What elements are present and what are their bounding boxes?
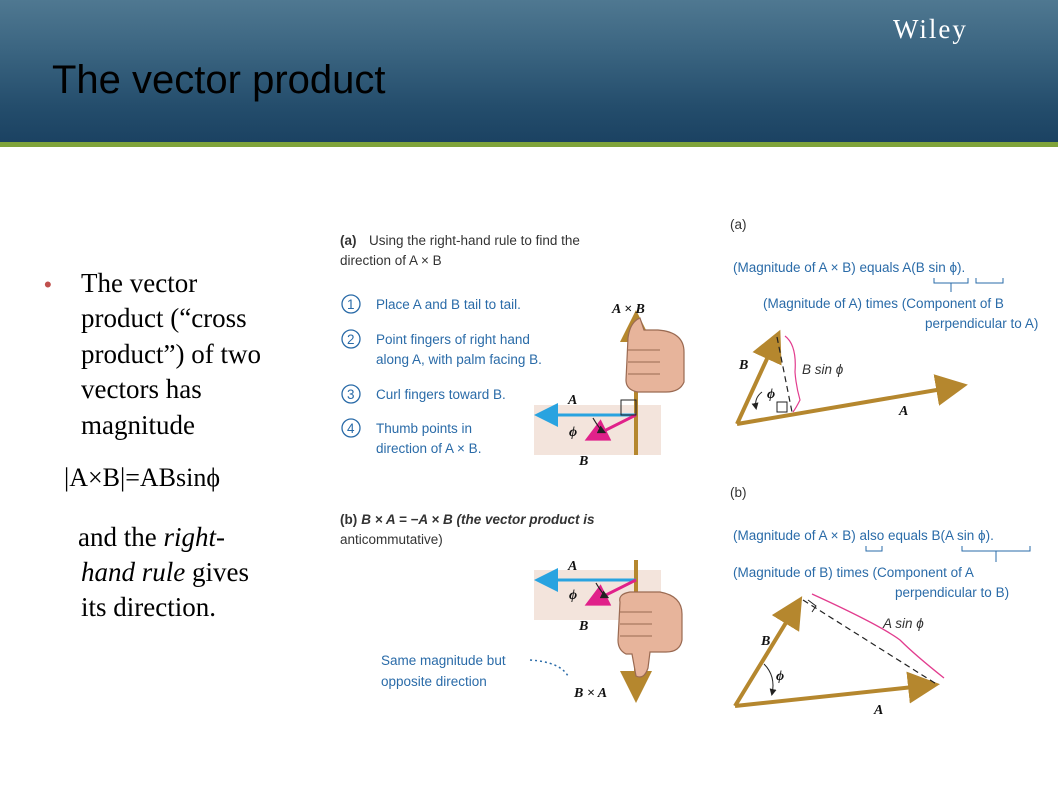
right-b-a-label: A <box>874 703 884 718</box>
right-a-label: (a) <box>730 217 747 232</box>
axb-label: A × B <box>612 302 645 317</box>
wiley-logo: Wiley <box>893 14 968 44</box>
right-a-brackets <box>934 278 1003 292</box>
right-b-side-label: A sin ϕ <box>883 616 924 631</box>
bullet-line-1: The vector <box>81 268 198 298</box>
step-3-text: Curl fingers toward B. <box>376 387 506 402</box>
step-4 <box>342 419 481 456</box>
header-accent-line <box>0 142 1058 147</box>
bullet-line-5: magnitude <box>81 410 195 440</box>
note-arrow <box>530 660 568 676</box>
part-b-title-2: anticommutative) <box>340 532 443 547</box>
a-label-2: A <box>568 559 578 574</box>
step-4-text-2: direction of A × B. <box>376 441 482 456</box>
right-a-right-angle <box>777 402 787 412</box>
right-b-line-1: (Magnitude of A × B) also equals B(A sin ϕ). <box>733 528 994 543</box>
right-a-vector-b <box>737 337 777 424</box>
right-b-vector-b <box>735 603 798 706</box>
continuation-line-1: and the right- <box>78 522 225 552</box>
right-a-line-2: (Magnitude of A) times (Component of B <box>763 296 1004 311</box>
step-1 <box>342 295 521 313</box>
right-b-line-2: (Magnitude of B) times (Component of A <box>733 565 974 580</box>
right-a-line-3: perpendicular to A) <box>925 316 1039 331</box>
b-label-1: B <box>579 454 589 469</box>
right-a-perpendicular <box>777 337 792 412</box>
step-2-number: 2 <box>347 332 355 347</box>
right-a-line-1: (Magnitude of A × B) equals A(B sin ϕ). <box>733 260 966 275</box>
bullet-line-4: vectors has <box>81 374 202 404</box>
right-b-label: (b) <box>730 485 747 500</box>
right-hand-thumb-down-icon <box>618 592 682 677</box>
bullet-line-3: product”) of two <box>81 339 261 369</box>
right-b-perpendicular <box>803 600 938 685</box>
plane-a <box>534 405 661 455</box>
right-b-brace <box>812 594 944 678</box>
phi-label-1: ϕ <box>569 425 578 440</box>
a-label-1: A <box>568 393 578 408</box>
phi-label-2: ϕ <box>569 588 578 603</box>
right-b-b-label: B <box>761 634 771 649</box>
right-b-line-3: perpendicular to B) <box>895 585 1010 600</box>
bxa-label: B × A <box>574 686 608 701</box>
part-a-title-1: Using the right-hand rule to find the <box>369 233 580 248</box>
right-b-vector-a <box>735 685 932 706</box>
right-a-b-label: B <box>739 358 749 373</box>
continuation-line-2: hand rule gives <box>81 557 249 587</box>
note-line-2: opposite direction <box>381 674 487 689</box>
continuation-line-3: its direction. <box>81 592 216 622</box>
right-a-phi: ϕ <box>767 387 776 402</box>
step-1-text: Place A and B tail to tail. <box>376 297 521 312</box>
right-b-brackets <box>866 546 1030 562</box>
slide-title: The vector product <box>52 58 386 102</box>
bullet-line-2: product (“cross <box>81 303 247 333</box>
step-3 <box>342 385 506 403</box>
magnitude-formula: |A×B|=ABsinϕ <box>64 463 220 492</box>
right-a-side-label: B sin ϕ <box>802 362 844 377</box>
right-b-phi: ϕ <box>776 669 785 684</box>
bullet-icon: • <box>44 272 52 297</box>
right-hand-rule-figure <box>330 195 1058 730</box>
step-2 <box>342 330 542 367</box>
part-a-label: (a) <box>340 233 357 248</box>
step-4-text-1: Thumb points in <box>376 421 473 436</box>
right-a-brace <box>785 336 800 412</box>
step-1-number: 1 <box>347 297 355 312</box>
step-3-number: 3 <box>347 387 355 402</box>
b-label-2: B <box>579 619 589 634</box>
step-2-text-1: Point fingers of right hand <box>376 332 530 347</box>
step-2-text-2: along A, with palm facing B. <box>376 352 542 367</box>
part-a-title-2: direction of A × B <box>340 253 442 268</box>
right-a-a-label: A <box>899 404 909 419</box>
part-b-title-1: (b) B × A = −A × B (the vector product is <box>340 512 595 527</box>
step-4-number: 4 <box>347 421 355 436</box>
note-line-1: Same magnitude but <box>381 653 506 668</box>
right-b-phi-arc <box>764 664 773 694</box>
right-a-phi-arc <box>756 392 762 408</box>
right-hand-thumb-up-icon <box>626 318 684 392</box>
